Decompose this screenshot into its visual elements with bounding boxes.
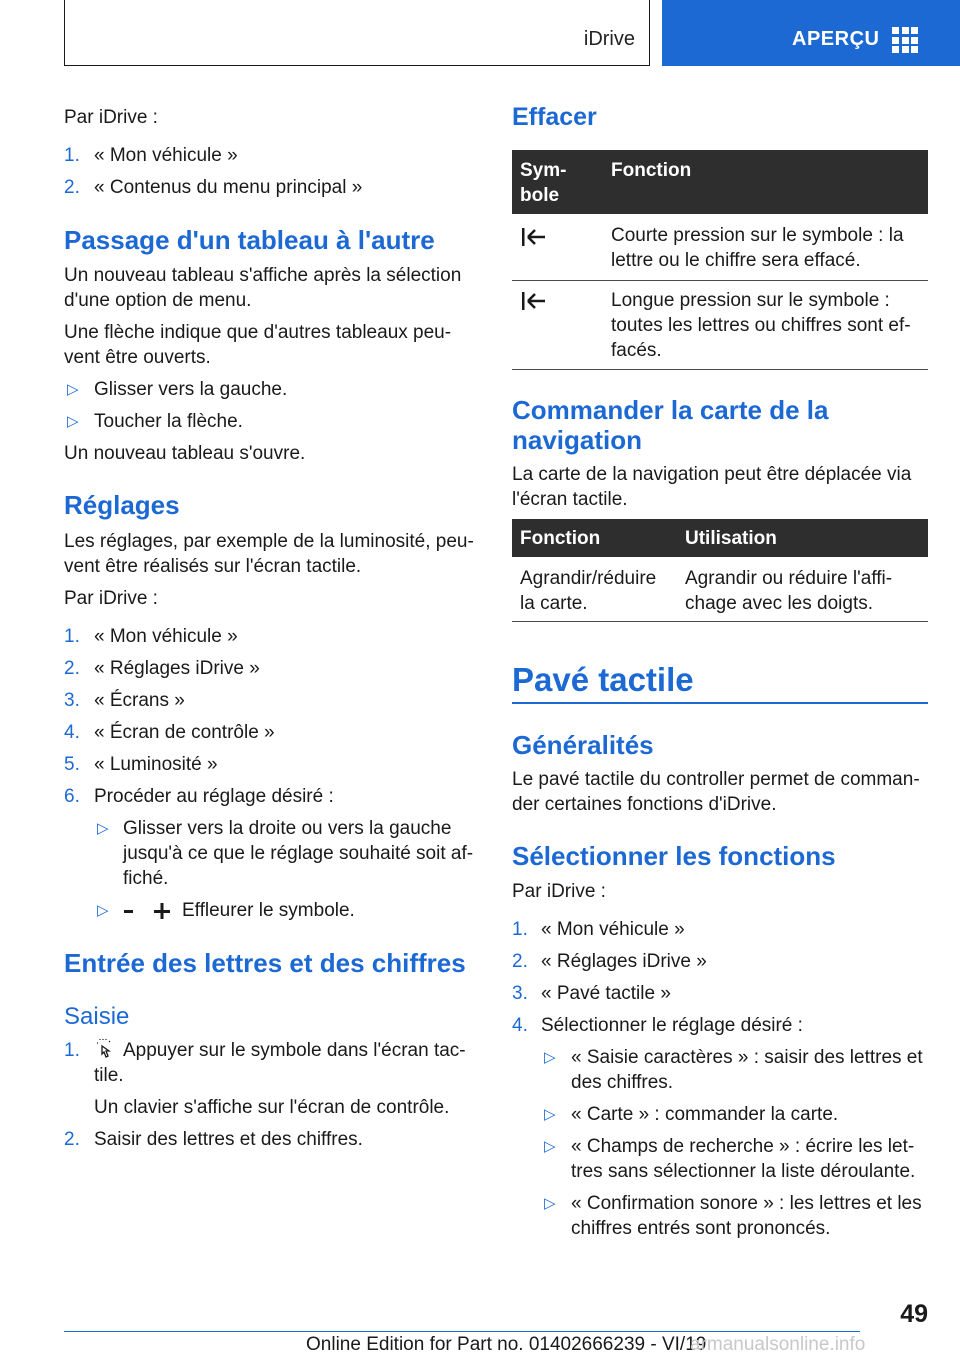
paragraph-line: l'écran tactile.: [512, 489, 628, 510]
bullet-triangle-icon: ▷: [97, 902, 109, 919]
table-header-cell: bole: [520, 185, 560, 206]
list-number: 5.: [64, 754, 80, 775]
header-chapter-tab[interactable]: [662, 0, 960, 66]
table-cell-line: facés.: [611, 340, 662, 361]
list-item-line: Appuyer sur le symbole dans l'écran tac-: [123, 1040, 466, 1061]
list-item: « Mon véhicule »: [94, 145, 238, 166]
heading-entree: Entrée des lettres et des chiffres: [64, 948, 466, 978]
heading-effacer: Effacer: [512, 103, 597, 131]
heading-reglages: Réglages: [64, 490, 180, 520]
sub-item-line: Effleurer le symbole.: [182, 900, 355, 921]
list-item-line: tile.: [94, 1065, 124, 1086]
table-cell-line: Longue pression sur le symbole :: [611, 290, 890, 311]
table-cell-line: toutes les lettres ou chiffres sont ef-: [611, 315, 911, 336]
bullet-triangle-icon: ▷: [67, 413, 79, 430]
minus-plus-icon: [122, 901, 178, 921]
bullet-triangle-icon: ▷: [544, 1106, 556, 1123]
heading-carte: Commander la carte de la: [512, 395, 829, 425]
watermark: armanualsonline.info: [690, 1334, 866, 1355]
table-divider: [512, 280, 928, 281]
table-cell-line: Courte pression sur le symbole : la: [611, 225, 904, 246]
list-item-line: Un clavier s'affiche sur l'écran de contrôle.: [94, 1097, 450, 1118]
table-cell-line: lettre ou le chiffre sera effacé.: [611, 250, 861, 271]
list-item: « Contenus du menu principal »: [94, 177, 363, 198]
sub-item-line: « Champs de recherche » : écrire les let-: [571, 1136, 915, 1157]
table-cell-line: la carte.: [520, 593, 588, 614]
list-item: Saisir des lettres et des chiffres.: [94, 1129, 363, 1150]
list-number: 1.: [64, 626, 80, 647]
sub-item-line: chiffres entrés sont prononcés.: [571, 1218, 831, 1239]
table-divider: [512, 369, 928, 370]
paragraph-line: Le pavé tactile du controller permet de comman-: [512, 769, 920, 790]
paragraph-line: der certaines fonctions d'iDrive.: [512, 794, 777, 815]
list-number: 2.: [64, 658, 80, 679]
intro-text: Par iDrive :: [512, 881, 606, 902]
list-item: « Mon véhicule »: [541, 919, 685, 940]
sub-item-line: jusqu'à ce que le réglage souhaité soit af-: [123, 843, 474, 864]
sub-item-line: « Confirmation sonore » : les lettres et les: [571, 1193, 922, 1214]
paragraph-line: La carte de la navigation peut être déplacée via: [512, 464, 912, 485]
heading-carte: navigation: [512, 425, 643, 455]
list-item: Procéder au réglage désiré :: [94, 786, 334, 807]
paragraph-line: Les réglages, par exemple de la luminosité, peu-: [64, 531, 474, 552]
list-number: 1.: [64, 145, 80, 166]
table-divider: [512, 621, 928, 622]
list-number: 2.: [64, 177, 80, 198]
table-header-cell: Utilisation: [685, 528, 777, 549]
list-item: « Réglages iDrive »: [541, 951, 707, 972]
header-chapter-label: APERÇU: [792, 28, 880, 50]
paragraph-line: vent être ouverts.: [64, 347, 211, 368]
list-item: « Écran de contrôle »: [94, 722, 275, 743]
list-number: 4.: [64, 722, 80, 743]
list-item: « Réglages iDrive »: [94, 658, 260, 679]
sub-item-line: Glisser vers la droite ou vers la gauche: [123, 818, 452, 839]
heading-underline: [512, 702, 928, 704]
back-arrow-icon: [520, 290, 548, 312]
back-arrow-icon: [520, 226, 548, 248]
footer-edition: Online Edition for Part no. 01402666239 - VI/19: [306, 1334, 707, 1355]
list-number: 2.: [512, 951, 528, 972]
list-item: « Pavé tactile »: [541, 983, 671, 1004]
grid-icon: [892, 27, 918, 53]
keyboard-touch-icon: [94, 1037, 118, 1061]
footer-rule: [64, 1331, 860, 1332]
table-cell-line: chage avec les doigts.: [685, 593, 874, 614]
list-number: 1.: [64, 1040, 80, 1061]
paragraph-line: Une flèche indique que d'autres tableaux peu-: [64, 322, 452, 343]
table-header-cell: Fonction: [520, 528, 601, 549]
bullet-triangle-icon: ▷: [544, 1138, 556, 1155]
bullet-triangle-icon: ▷: [67, 381, 79, 398]
sub-item-line: des chiffres.: [571, 1072, 674, 1093]
table-cell-line: Agrandir/réduire: [520, 568, 657, 589]
list-item: Sélectionner le réglage désiré :: [541, 1015, 803, 1036]
sub-item-line: « Carte » : commander la carte.: [571, 1104, 839, 1125]
header-section-label: iDrive: [583, 28, 635, 50]
carte-table-header: [512, 519, 928, 557]
table-cell-line: Agrandir ou réduire l'affi-: [685, 568, 893, 589]
sub-item-line: fiché.: [123, 868, 169, 889]
heading-passage: Passage d'un tableau à l'autre: [64, 225, 435, 255]
page-number: 49: [900, 1300, 928, 1328]
heading-generalites: Généralités: [512, 730, 654, 760]
list-number: 1.: [512, 919, 528, 940]
sub-item-line: tres sans sélectionner la liste déroulante.: [571, 1161, 916, 1182]
list-item: « Mon véhicule »: [94, 626, 238, 647]
paragraph-line: d'une option de menu.: [64, 290, 252, 311]
list-number: 3.: [64, 690, 80, 711]
list-number: 2.: [64, 1129, 80, 1150]
table-header-cell: Sym-: [520, 160, 567, 181]
heading-selectionner: Sélectionner les fonctions: [512, 841, 836, 871]
bullet-item: Glisser vers la gauche.: [94, 379, 288, 400]
list-number: 6.: [64, 786, 80, 807]
header-section-box: [64, 0, 650, 66]
paragraph-line: Un nouveau tableau s'ouvre.: [64, 443, 306, 464]
paragraph-line: vent être réalisés sur l'écran tactile.: [64, 556, 362, 577]
bullet-triangle-icon: ▷: [97, 820, 109, 837]
list-item: « Écrans »: [94, 690, 185, 711]
list-number: 3.: [512, 983, 528, 1004]
paragraph-line: Un nouveau tableau s'affiche après la sélection: [64, 265, 462, 286]
heading-pave: Pavé tactile: [512, 661, 694, 698]
bullet-triangle-icon: ▷: [544, 1049, 556, 1066]
table-header-cell: Fonction: [611, 160, 692, 181]
intro-text: Par iDrive :: [64, 588, 158, 609]
list-item: « Luminosité »: [94, 754, 218, 775]
effacer-table-header: [512, 150, 928, 214]
bullet-triangle-icon: ▷: [544, 1195, 556, 1212]
list-number: 4.: [512, 1015, 528, 1036]
bullet-item: Toucher la flèche.: [94, 411, 243, 432]
intro-text: Par iDrive :: [64, 107, 158, 128]
heading-saisie: Saisie: [64, 1003, 130, 1030]
sub-item-line: « Saisie caractères » : saisir des lettres et: [571, 1047, 923, 1068]
